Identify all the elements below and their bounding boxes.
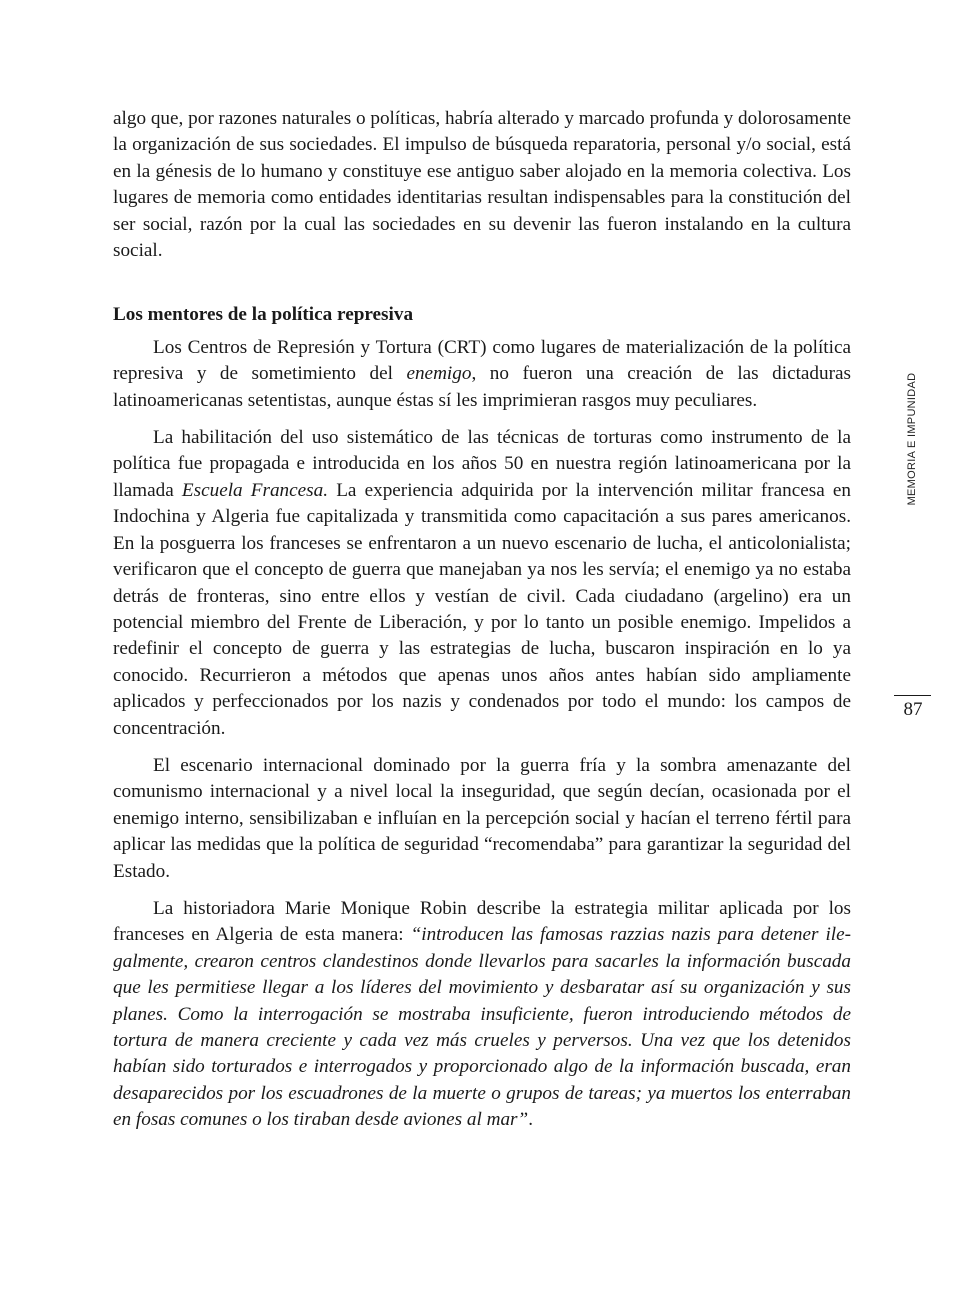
paragraph-robin-quote: “introducen las famosas razzias nazis para detener ilegalmente, crearon centros clandestinos donde llevarlos para sacarles la información buscada que les permitiese llegar a los líderes del movimiento y desbaratar así su organización y sus planes. Como la interrogación se mostraba insuficiente, fueron introduciendo métodos de tortura de manera creciente y cada vez más crueles y perversos. Una vez que los detenidos habían sido torturados e interrogados y proporcionado algo de la información buscada, eran desaparecidos por los escuadrones de la muerte o grupos de tareas; ya muertos los enterraban en fosas comunes o los tiraban desde aviones al mar” <box>113 924 852 1131</box>
page-number-rule <box>894 695 931 696</box>
section-heading: Los mentores de la política represiva <box>113 304 414 326</box>
running-head-text: MEMORIA E IMPUNIDAD <box>906 372 918 506</box>
paragraph-crt <box>113 335 851 414</box>
paragraph-crt-italic: enemigo <box>406 363 472 385</box>
paragraph-robin-text-1: La historiadora Marie Monique Robin describe la estrategia militar aplicada por los franceses en Algeria de esta manera: <box>113 897 851 946</box>
paragraph-robin <box>113 896 851 1134</box>
page-number: 87 <box>903 699 923 720</box>
paragraph-escenario: El escenario internacional dominado por la guerra fría y la sombra amenazante del comunismo internacional y a nivel local la inseguridad, que según decían, ocasionada por el enemigo interno, sensibilizaban e influían en la percepción social y hacían el terreno fértil para aplicar las medidas que la política de seguridad “recomendaba” para garantizar la seguridad del Estado. <box>113 754 851 882</box>
paragraph-crt-text-2: , no fueron una creación de las dictaduras latinoamericanas setentistas, aunque éstas sí les imprimieran rasgos muy peculiares. <box>113 363 851 411</box>
paragraph-habilitacion-text-2: La experiencia adquirida por la intervención militar francesa en Indochina y Algeria fue capitalizada y transmitida como capacitación a sus pares americanos. En la posguerra los franceses se enfrentaron a un nuevo escenario de lucha, el anticolonialista; verificaron que el concepto de guerra que manejaban ya nos les servía; el enemigo ya no estaba detrás de fronteras, sino entre ellos y vestían de civil. Cada ciudadano (argelino) era un potencial miembro del Frente de Liberación, y por lo tanto un posible enemigo. Impelidos a redefinir el concepto de guerra y las estrategias de lucha, buscaron inspiración en lo ya conocido. Recurrieron a métodos que apenas unos años antes habían sido ampliamente aplicados y perfeccionados por los nazis y condenados por todo el mundo: los campos de concentración. <box>113 479 851 739</box>
paragraph-habilitacion-text-1: La habilitación del uso sistemático de las técnicas de torturas como instrumento de la política fue propagada e introducida en los años 50 en nuestra región latinoamericana por la llamada <box>113 427 851 501</box>
paragraph-habilitacion <box>113 425 851 742</box>
paragraph-crt-text-1: Los Centros de Represión y Tortura (CRT) como lugares de materialización de la política represiva y de sometimiento del <box>113 336 851 385</box>
page-body <box>113 106 851 1145</box>
paragraph-continued: algo que, por razones naturales o políticas, habría alterado y marcado profunda y dolorosamente la organización de sus sociedades. El impulso de búsqueda reparatoria, personal y/o social, está en la génesis de lo humano y constituye ese antiguo saber alojado en la memoria colectiva. Los lugares de memoria como entidades identitarias resultan indispensables para la constitución del ser social, razón por la cual las sociedades en su devenir las fueron instalando en la cultura social. <box>113 108 851 262</box>
running-head <box>900 368 924 510</box>
paragraph-robin-text-2: . <box>528 1109 533 1131</box>
paragraph-habilitacion-italic: Escuela Francesa. <box>181 479 329 501</box>
